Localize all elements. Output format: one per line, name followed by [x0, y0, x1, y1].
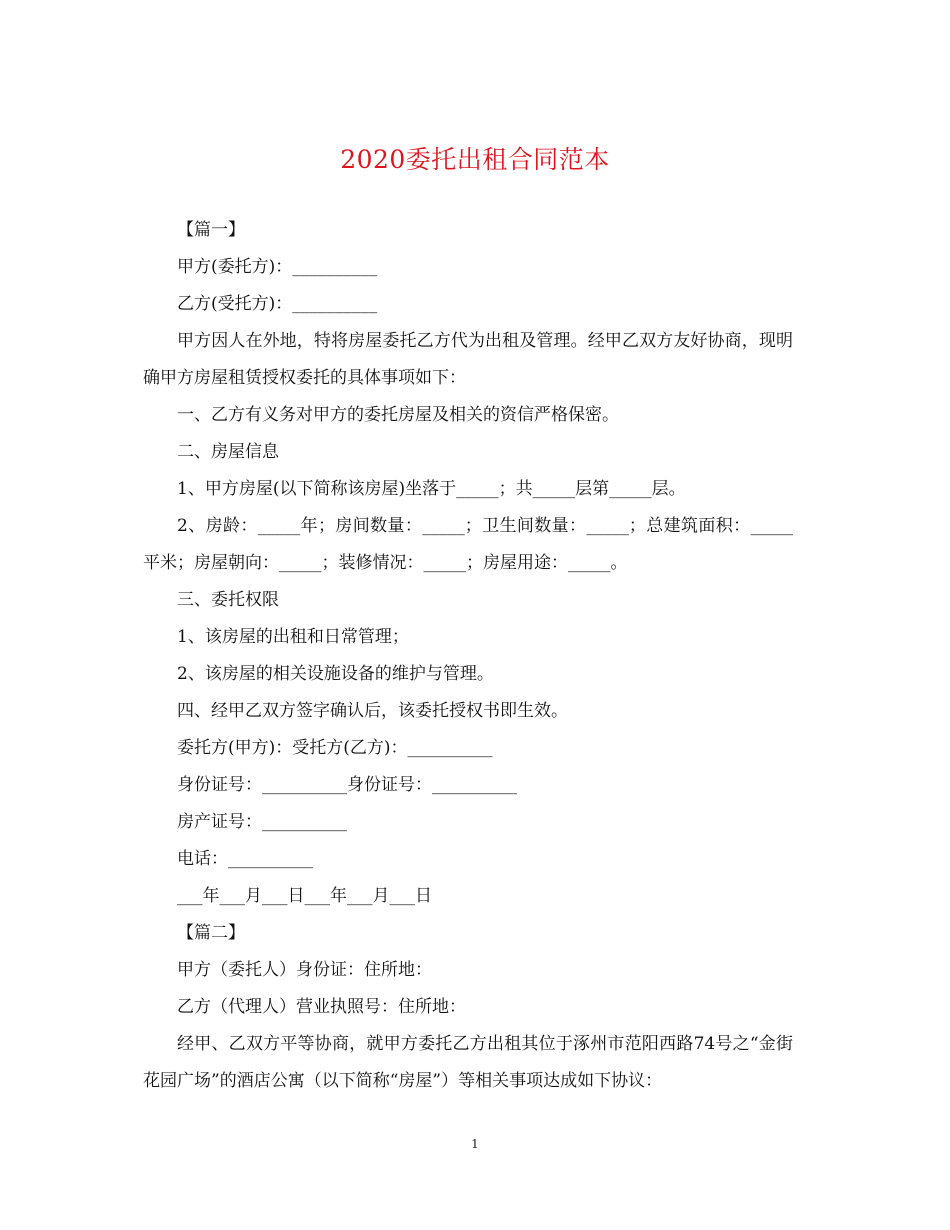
clause-house-info-heading: 二、房屋信息 [177, 442, 279, 462]
authority-item-1: 1、该房屋的出租和日常管理； [177, 627, 409, 647]
party-a-line: 甲方(委托方)：__________ [177, 257, 378, 277]
date-line: ___年___月___日___年___月___日 [177, 886, 432, 906]
clause-effective: 四、经甲乙双方签字确认后，该委托授权书即生效。 [177, 701, 568, 721]
document-title: 2020委托出租合同范本 [340, 145, 610, 174]
house-location-line: 1、甲方房屋(以下简称该房屋)坐落于_____；共_____层第_____层。 [177, 479, 686, 499]
property-cert-line: 房产证号：__________ [177, 812, 347, 832]
principal-line: 甲方（委托人）身份证：住所地： [177, 960, 432, 980]
page-number: 1 [471, 1137, 479, 1151]
party-b-line: 乙方(受托方)：__________ [177, 294, 378, 314]
document-body [143, 212, 793, 1100]
intro-paragraph: 甲方因人在外地，特将房屋委托乙方代为出租及管理。经甲乙双方友好协商，现明确甲方房屋租赁授权委托的具体事项如下： [143, 331, 793, 388]
authority-item-2: 2、该房屋的相关设施设备的维护与管理。 [177, 664, 494, 684]
signature-parties-line: 委托方(甲方)：受托方(乙方)：__________ [177, 738, 493, 758]
phone-line: 电话：__________ [177, 849, 313, 869]
section-heading-part-one: 【篇一】 [177, 220, 245, 240]
agreement-intro-paragraph: 经甲、乙双方平等协商，就甲方委托乙方出租其位于涿州市范阳西路74号之“金街花园广场”的酒店公寓（以下简称“房屋”）等相关事项达成如下协议： [143, 1034, 793, 1091]
clause-confidentiality: 一、乙方有义务对甲方的委托房屋及相关的资信严格保密。 [177, 405, 619, 425]
id-number-line: 身份证号：__________身份证号：__________ [177, 775, 517, 795]
house-details-paragraph: 2、房龄：_____年；房间数量：_____；卫生间数量：_____；总建筑面积：_____平米；房屋朝向：_____；装修情况：_____；房屋用途：_____。 [143, 516, 793, 573]
agent-line: 乙方（代理人）营业执照号：住所地： [177, 997, 466, 1017]
clause-authority-heading: 三、委托权限 [177, 590, 279, 610]
section-heading-part-two: 【篇二】 [177, 923, 245, 943]
